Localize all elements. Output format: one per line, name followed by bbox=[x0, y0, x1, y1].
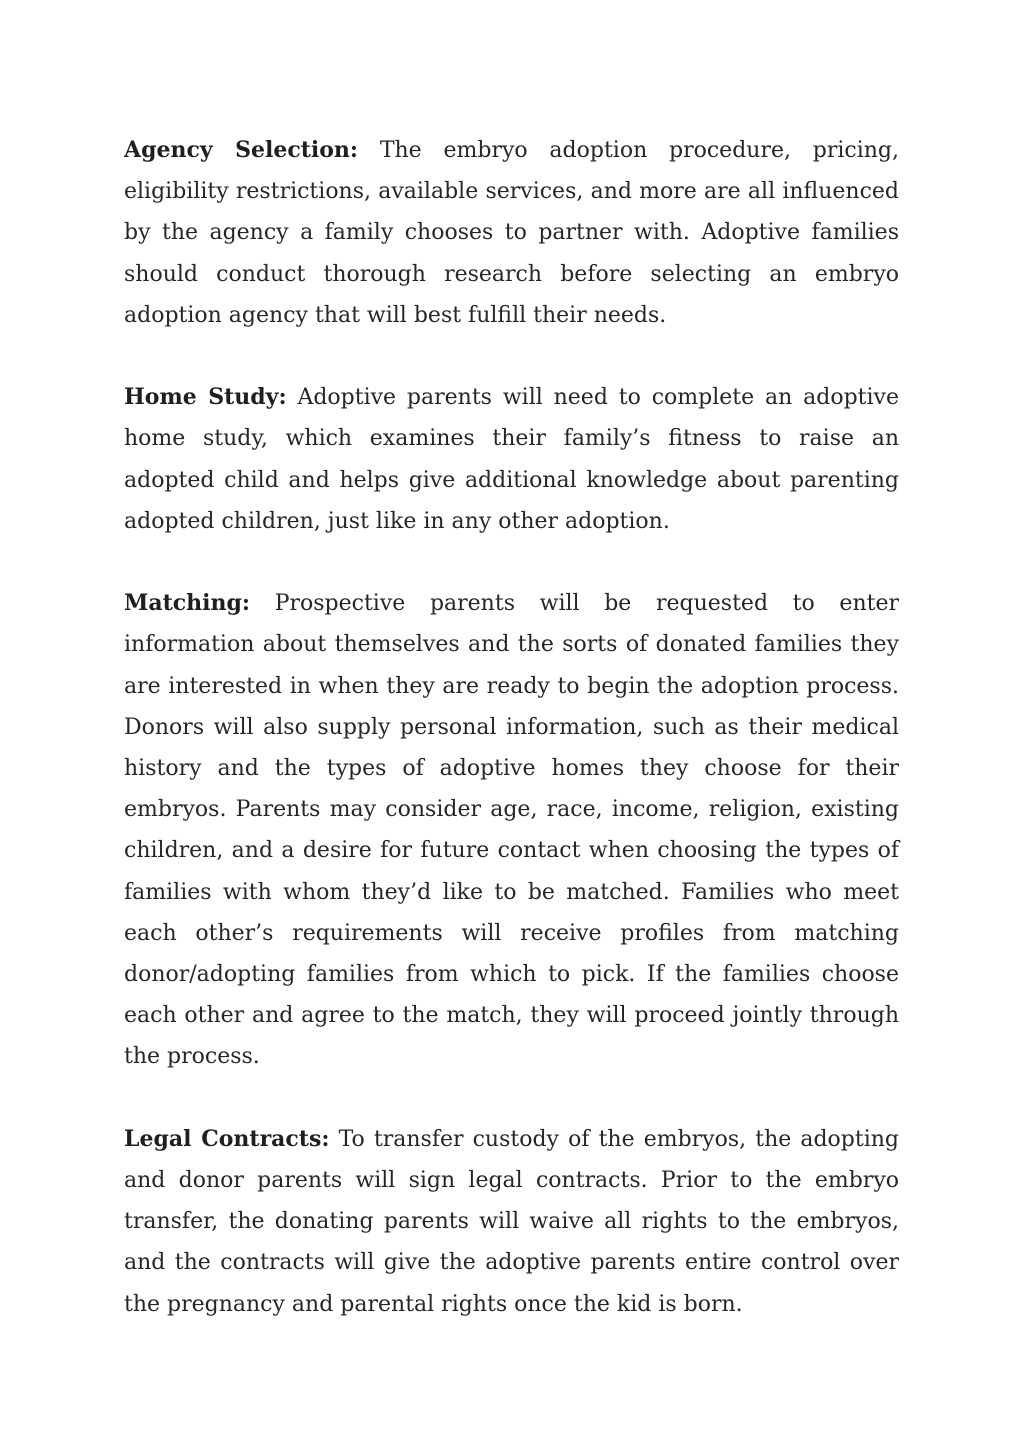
section-legal-contracts bbox=[124, 1119, 899, 1325]
section-home-study bbox=[124, 377, 899, 542]
section-term: Matching: bbox=[124, 590, 251, 617]
section-text: Adoptive parents will need to complete an adoptive home study, which examines their family’s fitness to raise an adopted child and helps give additional knowledge about parenting adopted children, just like in any other adoption. bbox=[124, 385, 899, 534]
section-agency-selection bbox=[124, 130, 899, 336]
section-term: Agency Selection: bbox=[124, 137, 359, 163]
section-matching bbox=[124, 583, 899, 1077]
section-text: The embryo adoption procedure, pricing, eligibility restrictions, available services, and more are all influenced by the agency a family chooses to partner with. Adoptive families should conduct thorough research before selecting an embryo adoption agency that will best fulfill their needs. bbox=[124, 138, 900, 328]
section-text: Prospective parents will be requested to enter information about themselves and the sorts of donated families they are interested in when they are ready to begin the adoption process. Donors will also supply personal information, such as their medical history and the types of adoptive homes they choose for their embryos. Parents may consider age, race, income, religion, existing children, and a desire for future contact when choosing the types of families with whom they’d like to be matched. Families who meet each other’s requirements will receive profiles from matching donor/adopting families from which to pick. If the families choose each other and agree to the match, they will proceed jointly through the process. bbox=[124, 591, 899, 1070]
document-page bbox=[124, 130, 899, 1366]
section-term: Legal Contracts: bbox=[124, 1125, 330, 1152]
section-text: To transfer custody of the embryos, the adopting and donor parents will sign legal contracts. Prior to the embryo transfer, the donating parents will waive all rights to the embryos, and the contracts will give the adoptive parents entire control over the pregnancy and parental rights once the kid is born. bbox=[124, 1126, 900, 1317]
section-term: Home Study: bbox=[124, 384, 287, 411]
